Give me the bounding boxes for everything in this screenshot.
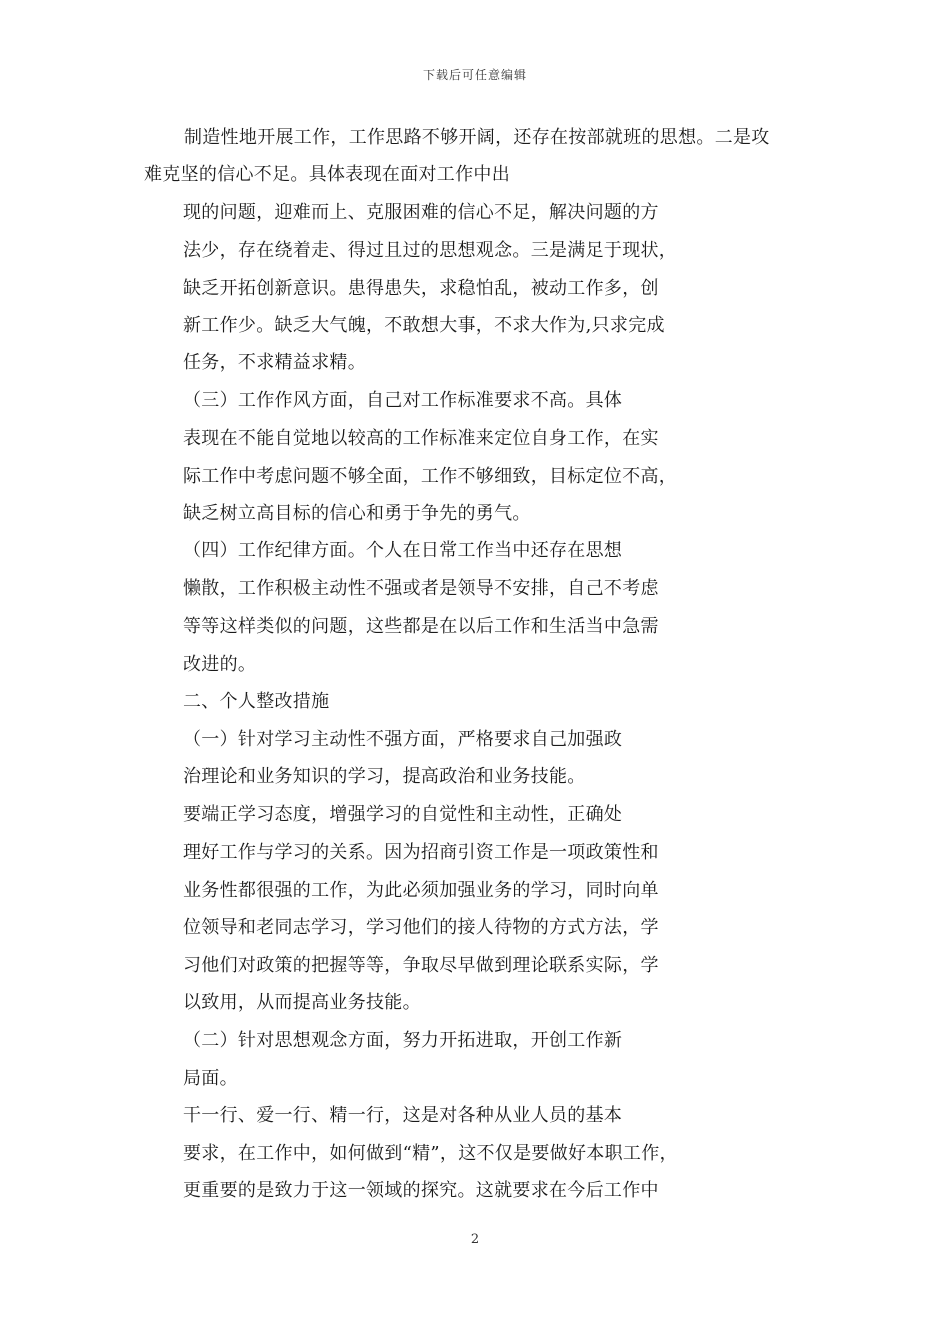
body-line: 位领导和老同志学习，学习他们的接人待物的方式方法，学: [183, 917, 659, 938]
section-heading-3: （三）工作作风方面，自己对工作标准要求不高。具体: [183, 390, 623, 411]
body-line: 缺乏开拓创新意识。患得患失，求稳怕乱，被动工作多，创: [183, 278, 659, 299]
body-line: 习他们对政策的把握等等，争取尽早做到理论联系实际，学: [183, 955, 659, 976]
body-line: 缺乏树立高目标的信心和勇于争先的勇气。: [183, 503, 531, 524]
page-header-note: 下载后可任意编辑: [422, 68, 527, 82]
body-line: 以致用，从而提高业务技能。: [183, 992, 421, 1013]
body-line: 等等这样类似的问题，这些都是在以后工作和生活当中急需: [183, 616, 659, 637]
body-line: 任务，不求精益求精。: [183, 352, 366, 373]
body-line: 要端正学习态度，增强学习的自觉性和主动性，正确处: [183, 804, 623, 825]
body-line: 法少，存在绕着走、得过且过的思想观念。三是满足于现状，: [183, 240, 678, 261]
body-line: 改进的。: [183, 654, 257, 675]
body-line: 制造性地开展工作，工作思路不够开阔，还存在按部就班的思想。二是攻: [184, 127, 770, 148]
section-title: 二、个人整改措施: [183, 691, 330, 712]
body-line: 干一行、爱一行、精一行，这是对各种从业人员的基本: [183, 1105, 623, 1126]
body-line: 要求，在工作中，如何做到“精”，这不仅是要做好本职工作，: [183, 1143, 678, 1164]
body-line: 新工作少。缺乏大气魄，不敢想大事，不求大作为,只求完成: [183, 315, 665, 336]
body-line: 治理论和业务知识的学习，提高政治和业务技能。: [183, 766, 586, 787]
body-line: 理好工作与学习的关系。因为招商引资工作是一项政策性和: [183, 842, 659, 863]
body-line: 难克坚的信心不足。具体表现在面对工作中出: [144, 164, 510, 185]
section-heading-2: （二）针对思想观念方面，努力开拓进取，开创工作新: [183, 1030, 623, 1051]
section-heading-4: （四）工作纪律方面。个人在日常工作当中还存在思想: [183, 540, 623, 561]
body-line: 际工作中考虑问题不够全面，工作不够细致，目标定位不高，: [183, 466, 678, 487]
section-heading-1: （一）针对学习主动性不强方面，严格要求自己加强政: [183, 729, 623, 750]
body-line: 现的问题，迎难而上、克服困难的信心不足，解决问题的方: [183, 202, 659, 223]
body-line: 更重要的是致力于这一领域的探究。这就要求在今后工作中: [183, 1180, 659, 1201]
page-number: 2: [470, 1232, 480, 1247]
body-line: 懒散，工作积极主动性不强或者是领导不安排，自己不考虑: [183, 578, 659, 599]
body-line: 业务性都很强的工作，为此必须加强业务的学习，同时向单: [183, 880, 659, 901]
body-line: 表现在不能自觉地以较高的工作标准来定位自身工作，在实: [183, 428, 659, 449]
body-line: 局面。: [183, 1068, 238, 1089]
